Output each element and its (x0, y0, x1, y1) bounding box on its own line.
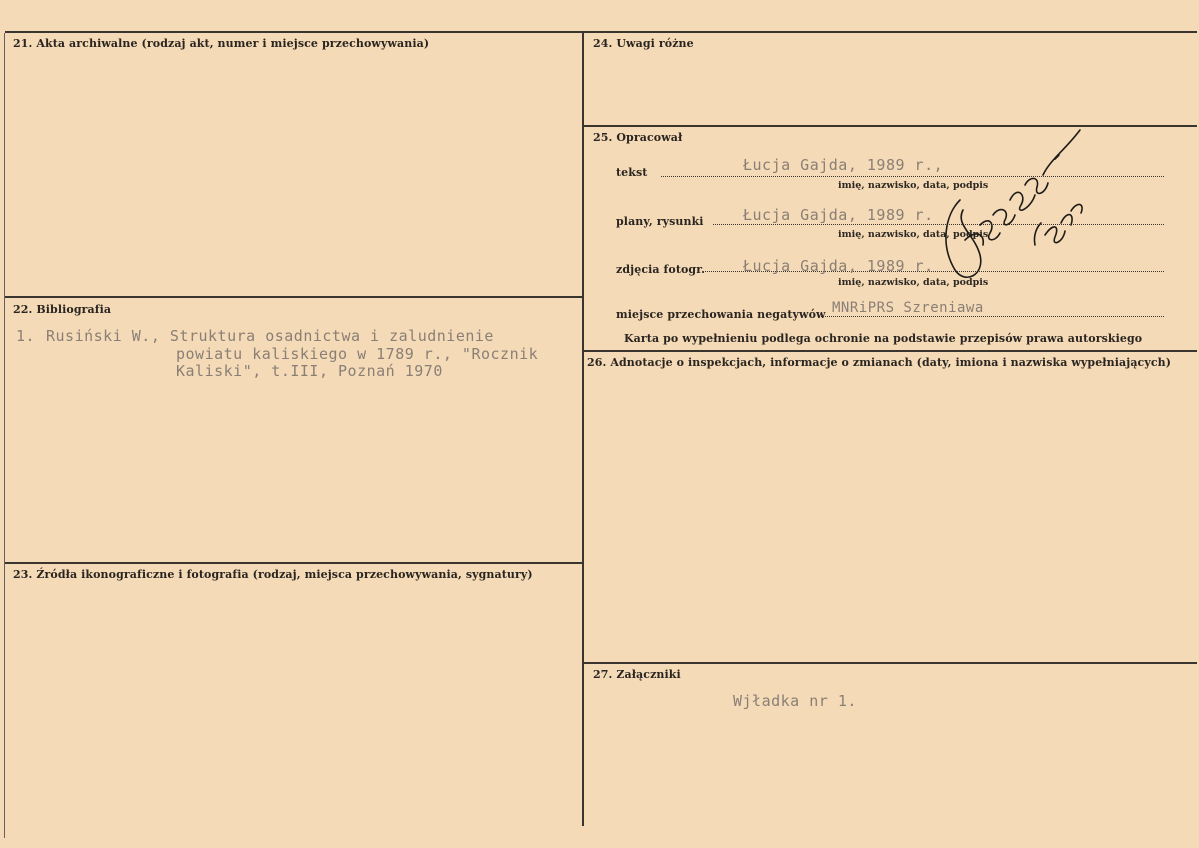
row-plany-value: Łucja Gajda, 1989 r. (743, 206, 934, 224)
divider-21-22 (5, 296, 583, 298)
section-25-title: 25. Opracował (593, 131, 683, 144)
divider-25-26 (584, 350, 1197, 352)
section-26-title: 26. Adnotacje o inspekcjach, informacje o zmianach (daty, imiona i nazwiska wypełniających) (587, 356, 1172, 369)
divider-26-27 (584, 662, 1197, 664)
copyright-note: Karta po wypełnieniu podlega ochronie na podstawie przepisów prawa autorskiego (624, 332, 1143, 345)
row-zdjecia-value: Łucja Gajda, 1989 r. (743, 257, 934, 275)
negatives-line (821, 316, 1164, 317)
section-24-title: 24. Uwagi różne (593, 37, 694, 50)
row-tekst-value: Łucja Gajda, 1989 r., (743, 156, 944, 174)
bibliography-entry-number: 1. (16, 327, 36, 345)
handwritten-signature (935, 115, 1095, 285)
row-zdjecia-caption: imię, nazwisko, data, podpis (838, 277, 989, 288)
negatives-label: miejsce przechowania negatywów (616, 308, 826, 321)
divider-22-23 (5, 562, 583, 564)
negatives-value: MNRiPRS Szreniawa (832, 300, 984, 316)
section-23-title: 23. Źródła ikonograficzne i fotografia (rodzaj, miejsca przechowywania, sygnatury) (13, 568, 533, 581)
section-27-title: 27. Załączniki (593, 668, 681, 681)
section-22-title: 22. Bibliografia (13, 303, 112, 316)
bibliography-line-2: powiatu kaliskiego w 1789 r., "Rocznik (176, 345, 539, 363)
left-edge (4, 33, 5, 838)
row-tekst-caption: imię, nazwisko, data, podpis (838, 180, 989, 191)
row-tekst-label: tekst (616, 166, 648, 179)
bibliography-line-1: Rusiński W., Struktura osadnictwa i zaludnienie (46, 327, 494, 345)
bibliography-line-3: Kaliski", t.III, Poznań 1970 (176, 362, 443, 380)
row-plany-caption: imię, nazwisko, data, podpis (838, 229, 989, 240)
row-zdjecia-label: zdjęcia fotogr. (616, 263, 706, 276)
center-divider (582, 33, 584, 826)
divider-24-25 (584, 125, 1197, 127)
top-border (5, 31, 1197, 33)
row-plany-label: plany, rysunki (616, 215, 704, 228)
section-21-title: 21. Akta archiwalne (rodzaj akt, numer i miejsce przechowywania) (13, 37, 430, 50)
attachment-value: Wjładka nr 1. (733, 692, 857, 710)
